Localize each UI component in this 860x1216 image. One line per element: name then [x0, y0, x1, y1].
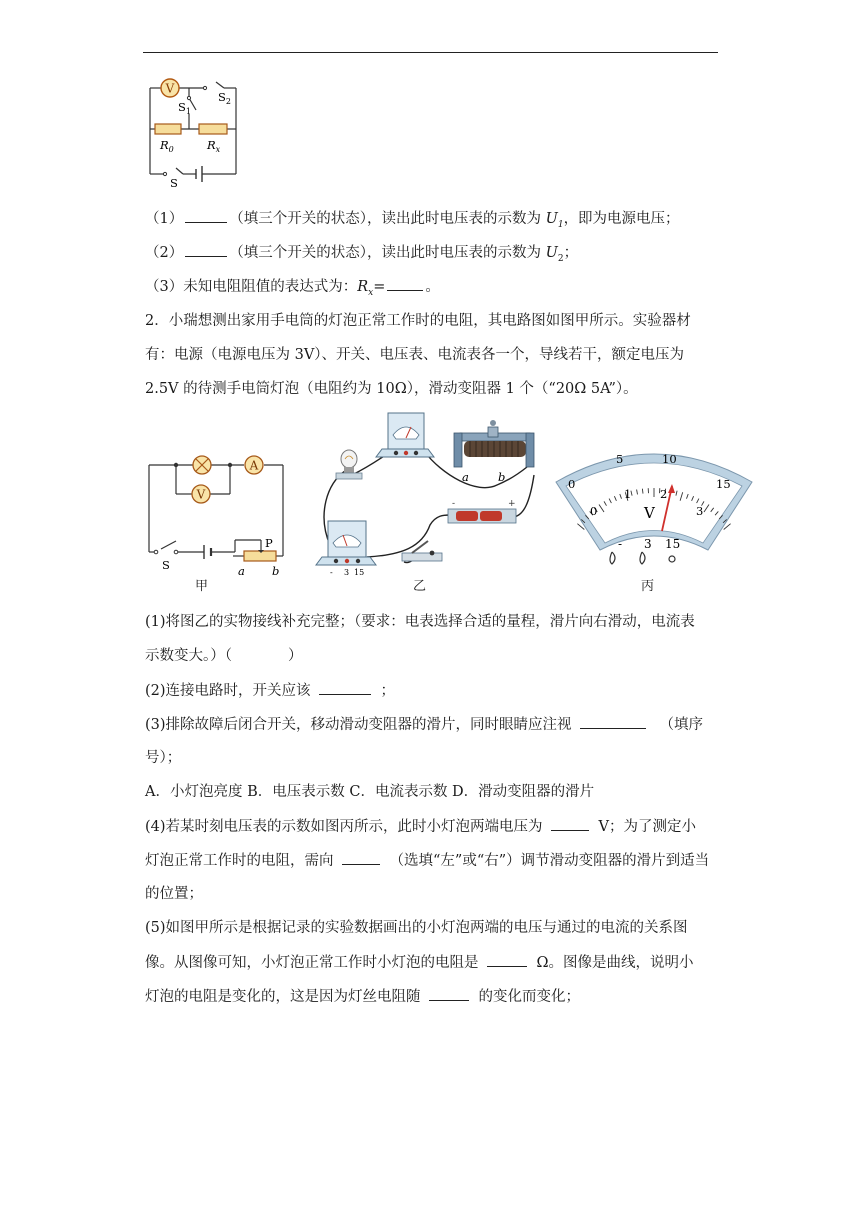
lamp-device: [336, 450, 362, 479]
header-rule: [143, 52, 718, 53]
s1-label: S: [178, 100, 186, 114]
q2-options: A．小灯泡亮度 B．电压表示数 C．电流表示数 D．滑动变阻器的滑片: [145, 784, 595, 800]
dial-unit: V: [644, 504, 655, 522]
circuit-diagram-jia: [140, 450, 290, 575]
q2-part4-line3: 的位置；: [145, 886, 203, 902]
answer-blank-p5a[interactable]: [487, 952, 527, 967]
voltmeter-label-jia: V: [196, 487, 206, 502]
voltmeter-label: V: [165, 81, 175, 96]
rx-label: R: [207, 138, 216, 152]
answer-blank-p3[interactable]: [580, 714, 646, 729]
slider-p-label: P: [265, 536, 273, 550]
voltmeter-dial-bing: [552, 438, 757, 576]
dial-tick: [642, 489, 643, 494]
q2-part1-line1: (1)将图乙的实物接线补充完整；（要求：电表选择合适的量程，滑片向右滑动，电流表: [145, 614, 695, 630]
dial-terminal-minus: -: [618, 537, 623, 551]
end-a-label: a: [238, 564, 245, 575]
answer-blank-p2[interactable]: [319, 680, 371, 695]
svg-text:+: +: [508, 499, 516, 509]
q2-part4-line2: 灯泡正常工作时的电阻，需向 （选填“左”或“右”）调节滑动变阻器的滑片到适当: [145, 850, 709, 871]
rheostat-b-label: b: [498, 470, 506, 484]
r0-sub: 0: [168, 145, 174, 154]
q1-line-1: （1） （填三个开关的状态），读出此时电压表的示数为 $U_1$，即为电源电压；: [145, 208, 680, 235]
voltmeter-device: [376, 413, 434, 457]
answer-blank-p4b[interactable]: [342, 850, 380, 865]
ammeter-terminal-3: 3: [344, 568, 350, 577]
svg-text:S1: [178, 100, 191, 116]
inner-tick-3: 3: [696, 504, 704, 518]
outer-tick-10: 10: [662, 452, 677, 466]
inner-tick-1: 1: [624, 487, 632, 501]
svg-text:-: -: [452, 499, 456, 509]
q1-line-3: （3）未知电阻阻值的表达式为：$R_x=$ 。: [145, 276, 440, 303]
q2-intro-1: 2．小瑞想测出家用手电筒的灯泡正常工作时的电阻，其电路图如图甲所示。实验器材: [145, 313, 691, 329]
s1-sub: 1: [185, 107, 191, 116]
apparatus-diagram-yi: [312, 405, 542, 577]
caption-bing: 丙: [641, 579, 655, 594]
q2-part1-line2: 示数变大。）（ ）: [145, 648, 303, 664]
q2-part5-line1: (5)如图甲所示是根据记录的实验数据画出的小灯泡两端的电压与通过的电流的关系图: [145, 920, 688, 936]
switch-device: [402, 541, 442, 561]
s2-sub: 2: [225, 97, 231, 106]
outer-tick-15: 15: [716, 477, 731, 491]
switch-s-label: S: [162, 558, 170, 572]
circuit-diagram-1: [140, 68, 250, 190]
q2-part3-line2: 号）；: [145, 750, 182, 766]
s2-label: S: [218, 90, 226, 104]
ammeter-label: A: [249, 458, 259, 473]
rx-sub: x: [215, 145, 221, 154]
r0-label: R: [160, 138, 169, 152]
q2-part5-line2: 像。从图像可知，小灯泡正常工作时小灯泡的电阻是 Ω。图像是曲线，说明小: [145, 952, 694, 973]
ammeter-terminal-15: 15: [354, 568, 365, 577]
svg-text:S2: [218, 90, 231, 106]
dial-terminal-15: 15: [665, 537, 681, 551]
inner-tick-0: 0: [590, 504, 598, 518]
ammeter-terminal-minus: -: [330, 568, 333, 577]
caption-jia: 甲: [195, 579, 209, 594]
dial-terminal-3: 3: [644, 537, 652, 551]
outer-tick-0: 0: [568, 477, 576, 491]
q2-intro-2: 有：电源（电源电压为 3V）、开关、电压表、电流表各一个，导线若干，额定电压为: [145, 347, 685, 363]
answer-blank-p5b[interactable]: [429, 986, 469, 1001]
svg-text:R0: [159, 138, 174, 154]
q2-part4-line1: (4)若某时刻电压表的示数如图丙所示，此时小灯泡两端电压为 V；为了测定小: [145, 816, 696, 837]
q2-part5-line3: 灯泡的电阻是变化的，这是因为灯丝电阻随 的变化而变化；: [145, 986, 580, 1007]
q2-part3-line1: (3)排除故障后闭合开关，移动滑动变阻器的滑片，同时眼睛应注视 （填序: [145, 714, 703, 735]
svg-text:Rx: [206, 138, 221, 154]
q2-part2: (2)连接电路时，开关应该 ；: [145, 680, 395, 701]
outer-tick-5: 5: [616, 452, 624, 466]
answer-blank-1[interactable]: [185, 208, 227, 223]
answer-blank-3[interactable]: [387, 276, 423, 291]
s-label: S: [170, 176, 178, 190]
q2-intro-3: 2.5V 的待测手电筒灯泡（电阻约为 10Ω），滑动变阻器 1 个（“20Ω 5A”）。: [145, 381, 638, 397]
battery-device: [448, 499, 516, 523]
rheostat-device: [454, 420, 534, 484]
rheostat-a-label: a: [462, 470, 469, 484]
end-b-label: b: [272, 564, 280, 575]
q1-line-2: （2） （填三个开关的状态），读出此时电压表的示数为 $U_2$；: [145, 242, 578, 269]
caption-yi: 乙: [413, 579, 427, 594]
inner-tick-2: 2: [660, 487, 668, 501]
answer-blank-2[interactable]: [185, 242, 227, 257]
answer-blank-p4a[interactable]: [551, 816, 589, 831]
